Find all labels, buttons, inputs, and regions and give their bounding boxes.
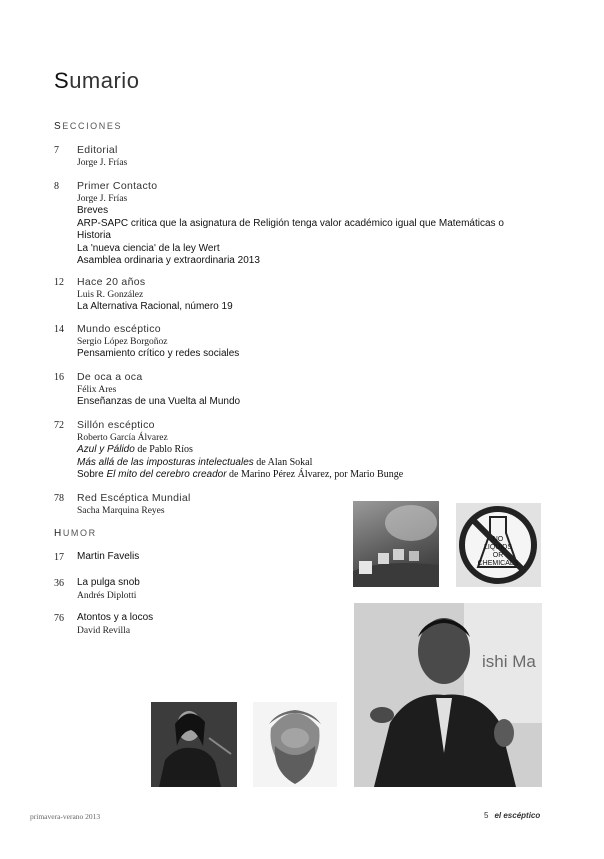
section-name: Red Escéptica Mundial bbox=[77, 492, 191, 504]
speaker-photo bbox=[354, 603, 542, 787]
section-name: Atontos y a locos bbox=[77, 612, 154, 623]
author-name: Sacha Marquina Reyes bbox=[77, 506, 165, 516]
section-name: Primer Contacto bbox=[77, 180, 158, 192]
page-number: 36 bbox=[54, 578, 64, 589]
author-name: Jorge J. Frías bbox=[77, 194, 128, 204]
page-title: Sumario bbox=[54, 68, 140, 93]
article-title: Historia bbox=[77, 230, 111, 241]
section-name: Mundo escéptico bbox=[77, 323, 161, 335]
toc-entry-hace-20-anos[interactable] bbox=[54, 276, 554, 314]
social-networks-photo bbox=[353, 501, 439, 587]
page-number: 16 bbox=[54, 372, 64, 383]
author-name: Roberto García Álvarez bbox=[77, 433, 168, 443]
article-title: ARP-SAPC critica que la asignatura de Religión tenga valor académico igual que Matemáticas o bbox=[77, 217, 504, 229]
article-title: Breves bbox=[77, 205, 109, 216]
footer-page-brand bbox=[484, 811, 540, 820]
article-title: Enseñanzas de una Vuelta al Mundo bbox=[77, 396, 241, 407]
book-review: Azul y Pálido de Pablo Ríos bbox=[77, 444, 193, 455]
article-title: Asamblea ordinaria y extraordinaria 2013 bbox=[77, 255, 260, 266]
section-name: Hace 20 años bbox=[77, 276, 146, 288]
section-name: Editorial bbox=[77, 144, 118, 156]
social-icon bbox=[393, 549, 404, 560]
sign-text: LIQUIDS bbox=[483, 544, 513, 551]
page-number: 17 bbox=[54, 552, 64, 563]
sign-text: NO bbox=[492, 536, 504, 543]
author-name: Luis R. González bbox=[77, 290, 144, 300]
toc-entry-sillon-esceptico[interactable] bbox=[54, 419, 554, 482]
social-icon bbox=[409, 551, 419, 561]
toc-entry-mundo-esceptico[interactable] bbox=[54, 323, 554, 361]
section-heading-humor: HUMOR bbox=[54, 528, 97, 539]
article-title: La Alternativa Racional, número 19 bbox=[77, 301, 233, 312]
section-name: Martin Favelis bbox=[77, 551, 140, 562]
author-name: Félix Ares bbox=[77, 385, 117, 395]
page-number: 76 bbox=[54, 613, 64, 624]
banner-text: ishi Ma bbox=[482, 652, 536, 671]
facebook-icon bbox=[359, 561, 372, 574]
toc-entry-primer-contacto[interactable] bbox=[54, 180, 554, 268]
section-heading-secciones: SECCIONES bbox=[54, 121, 123, 132]
magazine-name: el escéptico bbox=[494, 811, 541, 820]
author-name: Andrés Diplotti bbox=[77, 590, 137, 601]
woman-speaker-photo bbox=[151, 702, 237, 787]
no-liquids-sign-photo bbox=[456, 503, 541, 587]
issue-date: primavera-verano 2013 bbox=[30, 812, 101, 821]
section-name: De oca a oca bbox=[77, 371, 143, 383]
section-name: Sillón escéptico bbox=[77, 419, 155, 431]
page-number: 7 bbox=[54, 145, 59, 156]
author-name: Jorge J. Frías bbox=[77, 158, 128, 168]
sign-text: OR bbox=[492, 552, 504, 559]
sign-text: CHEMICALS bbox=[477, 560, 519, 567]
article-title: La 'nueva ciencia' de la ley Wert bbox=[77, 242, 220, 254]
author-name: Sergio López Borgoñoz bbox=[77, 337, 168, 347]
book-review: Sobre El mito del cerebro creador de Marino Pérez Álvarez, por Mario Bunge bbox=[77, 469, 404, 480]
social-icon bbox=[378, 553, 389, 564]
page-number: 72 bbox=[54, 420, 64, 431]
page-number: 14 bbox=[54, 324, 64, 335]
author-name: David Revilla bbox=[77, 625, 131, 636]
page-number: 78 bbox=[54, 493, 64, 504]
book-review: Más allá de las imposturas intelectuales de Alan Sokal bbox=[77, 456, 313, 468]
page-number: 12 bbox=[54, 277, 64, 288]
bust-statue-photo bbox=[253, 702, 337, 787]
article-title: Pensamiento crítico y redes sociales bbox=[77, 348, 240, 359]
toc-entry-editorial[interactable] bbox=[54, 144, 554, 169]
toc-entry-de-oca-a-oca[interactable] bbox=[54, 371, 554, 409]
section-name: La pulga snob bbox=[77, 577, 140, 588]
page-number: 8 bbox=[54, 181, 59, 192]
page-number-footer: 5 bbox=[484, 811, 489, 820]
